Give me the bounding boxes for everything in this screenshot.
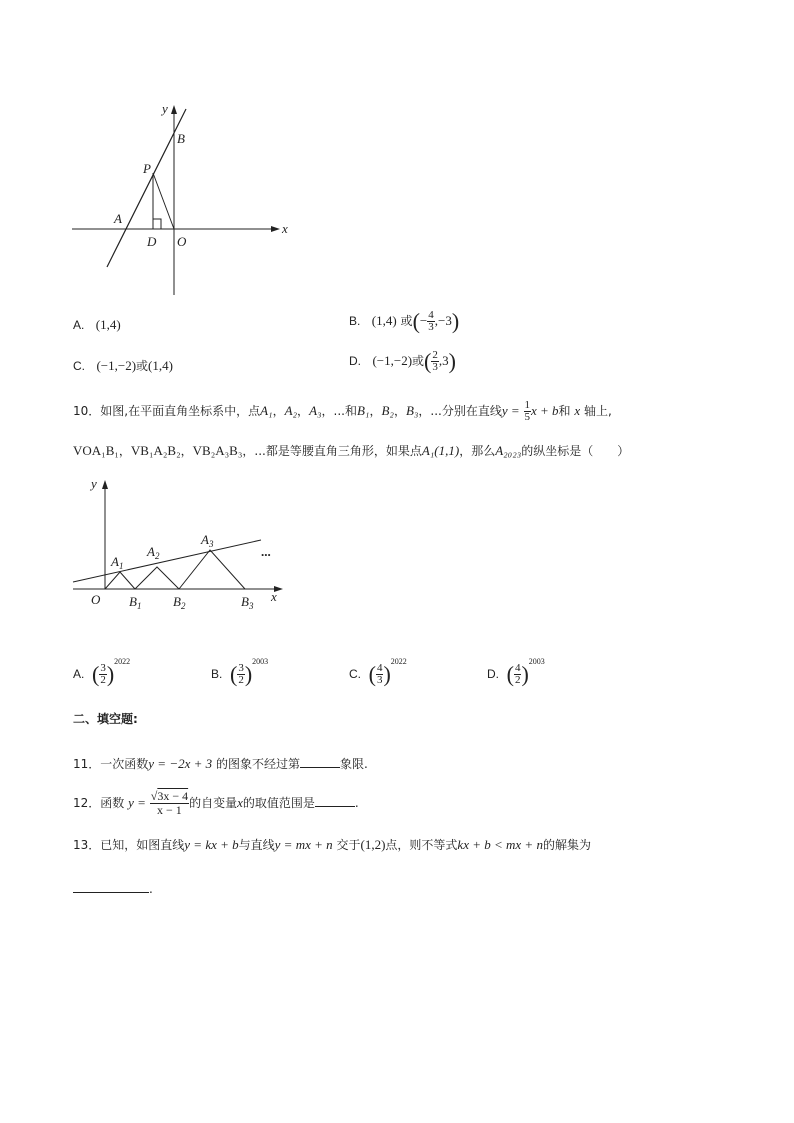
q13-eq1: y = kx + b bbox=[184, 837, 239, 852]
right-paren: ) bbox=[448, 348, 456, 374]
q13-mid2: 交于 bbox=[336, 838, 361, 852]
q9-option-d[interactable] bbox=[349, 350, 456, 373]
option-tail: ,3 bbox=[438, 353, 449, 368]
label-a: A bbox=[114, 211, 122, 226]
option-value: (1,4) bbox=[95, 317, 121, 332]
q12-post: 的自变量 bbox=[189, 796, 238, 810]
point-b2: B₂ bbox=[381, 403, 394, 418]
answer-blank[interactable] bbox=[73, 880, 149, 893]
option-letter: C. bbox=[349, 667, 361, 681]
q10-option-c[interactable] bbox=[349, 654, 407, 686]
fraction bbox=[427, 310, 435, 333]
fraction bbox=[150, 790, 189, 817]
section-fill-in-title: 二、填空题: bbox=[73, 712, 138, 726]
label-b2: $B_2$ bbox=[173, 594, 186, 611]
option-letter: B. bbox=[211, 667, 223, 681]
fraction-denominator: 3 bbox=[432, 361, 438, 373]
q12 bbox=[73, 790, 359, 817]
q10-option-b[interactable] bbox=[211, 654, 268, 686]
right-paren: ) bbox=[106, 661, 115, 687]
q13-point: (1,2) bbox=[360, 837, 386, 852]
sqrt-radicand: 3x − 4 bbox=[157, 789, 189, 803]
q13-answer-line bbox=[73, 880, 153, 897]
x-var: x bbox=[574, 403, 581, 418]
figure-2-graph bbox=[65, 470, 305, 618]
point-b3: B₃ bbox=[405, 403, 419, 418]
q10-text-d: 的纵坐标是（ ） bbox=[521, 444, 630, 458]
fraction-denominator: x − 1 bbox=[157, 803, 182, 817]
option-value-2: (1,4) bbox=[148, 358, 173, 373]
equation-y: y = bbox=[501, 403, 520, 418]
fraction bbox=[99, 663, 107, 686]
left-paren: ( bbox=[412, 308, 420, 334]
q11 bbox=[73, 755, 368, 772]
answer-blank[interactable] bbox=[315, 794, 355, 807]
exponent: 2022 bbox=[114, 657, 131, 666]
x-axis-arrow bbox=[271, 226, 280, 232]
exponent: 2003 bbox=[528, 657, 545, 666]
q13-mid3: 点，则不等式 bbox=[385, 838, 458, 852]
or-text: 或 bbox=[136, 359, 149, 373]
label-b3: $B_3$ bbox=[241, 594, 254, 611]
q12-pre: 12．函数 bbox=[73, 796, 125, 810]
point-a2: A₂ bbox=[284, 403, 298, 418]
fraction-numerator: √3x − 4 bbox=[150, 789, 189, 803]
triangle-2: VB₁A₂B₂ bbox=[130, 443, 181, 458]
fraction-denominator: 2 bbox=[238, 674, 244, 686]
y-axis-arrow bbox=[102, 480, 108, 489]
q10-option-a[interactable] bbox=[73, 654, 130, 686]
left-paren: ( bbox=[229, 661, 238, 687]
point-a3: A₃ bbox=[309, 403, 322, 418]
fraction-numerator: 4 bbox=[428, 309, 434, 321]
q11-post: 的图象不经过第 bbox=[215, 757, 300, 771]
triangle-b1a2b2 bbox=[135, 567, 179, 589]
q10-text-a: 10．如图,在平面直角坐标系中，点 bbox=[73, 404, 261, 418]
label-y: y bbox=[162, 101, 168, 116]
x-var: x bbox=[237, 795, 243, 810]
sep: ， bbox=[272, 404, 285, 418]
triangle-1: VOA₁B₁ bbox=[73, 443, 119, 458]
option-letter: A. bbox=[73, 318, 85, 332]
label-a1: $A_1$ bbox=[111, 554, 124, 571]
sep: ， bbox=[393, 404, 406, 418]
fraction bbox=[431, 350, 439, 373]
q10-line-2 bbox=[73, 443, 629, 459]
fraction-numerator: 4 bbox=[514, 662, 521, 674]
label-x: x bbox=[271, 589, 277, 604]
y-axis-arrow bbox=[171, 105, 177, 114]
and-text: 和 bbox=[558, 404, 571, 418]
q12-y: y = bbox=[128, 795, 146, 810]
right-paren: ) bbox=[521, 661, 529, 687]
fraction bbox=[524, 400, 532, 423]
q13-pre: 13．已知，如图直线 bbox=[73, 838, 185, 852]
right-paren: ) bbox=[383, 661, 391, 687]
label-a2: $A_2$ bbox=[147, 544, 160, 561]
fraction-numerator: 4 bbox=[376, 662, 383, 674]
fraction-denominator: 3 bbox=[428, 321, 434, 333]
option-letter: D. bbox=[487, 667, 499, 681]
option-value: (−1,−2) bbox=[372, 353, 413, 368]
q10-line-1 bbox=[73, 400, 612, 423]
q9-option-c[interactable] bbox=[73, 358, 173, 374]
q11-post2: 象限. bbox=[339, 757, 368, 771]
q10-mid: ，...和 bbox=[321, 404, 357, 418]
q9-option-b[interactable] bbox=[349, 310, 459, 333]
q13-end: . bbox=[149, 882, 153, 896]
option-value: (1,4) bbox=[371, 313, 397, 328]
fraction-numerator: 1 bbox=[524, 399, 530, 411]
q13-inequality: kx + b < mx + n bbox=[457, 837, 543, 852]
label-o: O bbox=[177, 234, 187, 249]
sep: ， bbox=[180, 444, 193, 458]
fraction-denominator: 3 bbox=[376, 674, 383, 686]
exponent: 2003 bbox=[252, 657, 269, 666]
fraction-numerator: 2 bbox=[432, 349, 438, 361]
q13-mid: 与直线 bbox=[238, 838, 275, 852]
q10-mid2: ，...分别在直线 bbox=[418, 404, 502, 418]
q9-option-a[interactable] bbox=[73, 317, 121, 333]
q11-equation: y = −2x + 3 bbox=[148, 756, 213, 771]
fraction-numerator: 3 bbox=[100, 662, 106, 674]
label-b1: $B_1$ bbox=[129, 594, 142, 611]
or-text: 或 bbox=[412, 354, 425, 368]
minus-sign: − bbox=[419, 313, 428, 328]
option-value: (−1,−2) bbox=[96, 358, 137, 373]
q10-text-b: ，...都是等腰直角三角形，如果点 bbox=[242, 444, 422, 458]
option-letter: B. bbox=[349, 314, 361, 328]
sep: ， bbox=[118, 444, 131, 458]
label-p: P bbox=[143, 161, 151, 176]
sep: ， bbox=[369, 404, 382, 418]
option-letter: A. bbox=[73, 667, 85, 681]
right-paren: ) bbox=[451, 308, 460, 334]
right-paren: ) bbox=[244, 661, 253, 687]
label-a3: $A_3$ bbox=[201, 532, 214, 549]
point-a2023: A₂₀₂₃ bbox=[495, 443, 522, 458]
left-paren: ( bbox=[91, 661, 100, 687]
option-tail: ,−3 bbox=[434, 313, 452, 328]
point-a1-coord: A₁(1,1) bbox=[421, 443, 460, 458]
right-angle-mark bbox=[153, 219, 161, 229]
fraction-denominator: 2 bbox=[514, 674, 521, 686]
left-paren: ( bbox=[424, 348, 432, 374]
triangle-oa1b1 bbox=[105, 572, 135, 589]
ellipsis: ... bbox=[261, 544, 271, 559]
label-b: B bbox=[177, 131, 185, 146]
q12-post2: 的取值范围是 bbox=[242, 796, 315, 810]
point-b1: B₁ bbox=[356, 403, 370, 418]
q12-end: . bbox=[354, 796, 359, 810]
segment-po bbox=[153, 173, 174, 229]
q13 bbox=[73, 837, 591, 853]
label-o: O bbox=[91, 592, 101, 607]
exponent: 2022 bbox=[390, 657, 407, 666]
left-paren: ( bbox=[368, 661, 376, 687]
equation-rest: x + b bbox=[531, 403, 559, 418]
option-letter: C. bbox=[73, 359, 85, 373]
label-y: y bbox=[91, 476, 97, 491]
answer-blank[interactable] bbox=[300, 755, 340, 768]
label-x: x bbox=[282, 221, 288, 236]
triangle-3: VB₂A₃B₃ bbox=[192, 443, 243, 458]
fraction-numerator: 3 bbox=[238, 662, 244, 674]
left-paren: ( bbox=[506, 661, 514, 687]
option-letter: D. bbox=[349, 354, 361, 368]
point-a1: A₁ bbox=[260, 403, 273, 418]
figure-1-graph bbox=[65, 95, 300, 300]
or-text: 或 bbox=[400, 314, 413, 328]
fraction-denominator: 5 bbox=[524, 411, 530, 423]
label-d: D bbox=[147, 234, 157, 249]
fraction bbox=[237, 663, 245, 686]
q10-text-c: ，那么 bbox=[459, 444, 496, 458]
q13-post: 的解集为 bbox=[542, 838, 591, 852]
sep: ， bbox=[297, 404, 310, 418]
q11-pre: 11．一次函数 bbox=[73, 757, 149, 771]
q10-option-d[interactable] bbox=[487, 654, 545, 686]
axis-on: 轴上, bbox=[584, 404, 612, 418]
fraction-denominator: 2 bbox=[100, 674, 106, 686]
q13-eq2: y = mx + n bbox=[274, 837, 333, 852]
